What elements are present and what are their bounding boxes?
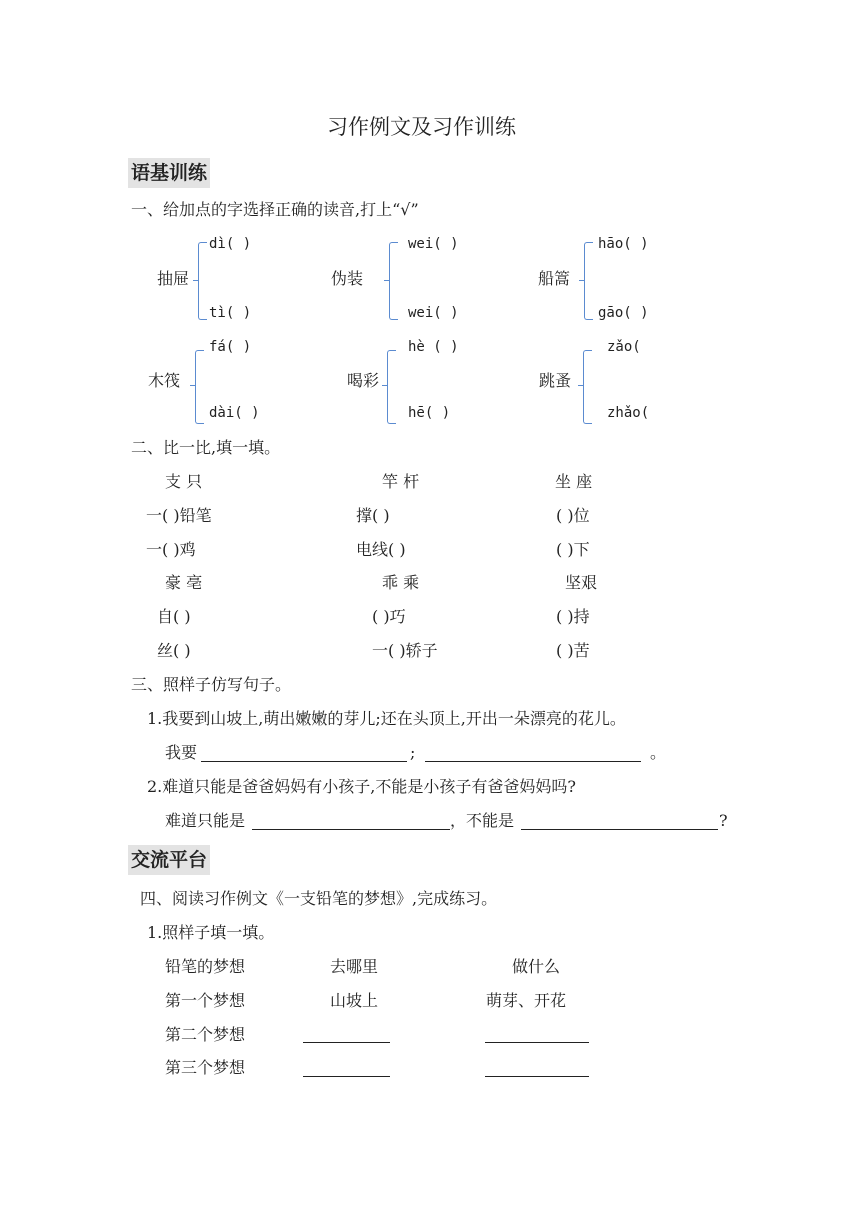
- example-sentence-2: 2.难道只能是爸爸妈妈有小孩子,不能是小孩子有爸爸妈妈吗?: [147, 777, 576, 796]
- pinyin-option[interactable]: hē( ): [408, 405, 451, 421]
- fill-item[interactable]: 丝( ): [157, 641, 191, 660]
- fill-item[interactable]: ( )位: [556, 506, 590, 525]
- word-weizhuang: 伪装: [331, 269, 364, 288]
- answer-sep: ;: [410, 743, 416, 762]
- fill-item[interactable]: 自( ): [157, 607, 191, 626]
- char-pair: 乖 乘: [382, 573, 420, 592]
- answer-blank-1a[interactable]: [201, 761, 407, 762]
- table-header: 做什么: [512, 957, 561, 976]
- pinyin-option[interactable]: zhǎo(: [607, 405, 650, 421]
- fill-item[interactable]: ( )苦: [556, 641, 590, 660]
- table-cell: 山坡上: [330, 991, 379, 1010]
- answer-prefix-1: 我要: [165, 743, 198, 762]
- table-cell: 第一个梦想: [165, 991, 246, 1010]
- answer-end-2: ?: [719, 811, 728, 830]
- section-heading-basic: 语基训练: [128, 158, 210, 188]
- pinyin-option[interactable]: dì( ): [209, 236, 252, 252]
- q1-heading: 一、给加点的字选择正确的读音,打上“√”: [131, 200, 419, 219]
- pinyin-option[interactable]: zǎo(: [607, 339, 641, 355]
- word-mufa: 木筏: [148, 371, 181, 390]
- answer-blank-where-3[interactable]: [303, 1076, 390, 1077]
- fill-item[interactable]: 一( )鸡: [146, 540, 196, 559]
- brace-icon: [387, 350, 396, 424]
- fill-item[interactable]: 撑( ): [356, 506, 390, 525]
- pinyin-option[interactable]: hè ( ): [408, 339, 459, 355]
- table-cell: 第三个梦想: [165, 1058, 246, 1077]
- answer-blank-2a[interactable]: [252, 829, 450, 830]
- answer-end-1: 。: [650, 743, 667, 762]
- fill-item[interactable]: ( )持: [556, 607, 590, 626]
- table-header: 铅笔的梦想: [165, 957, 246, 976]
- word-chuangao: 船篙: [538, 269, 571, 288]
- word-hecai: 喝彩: [347, 371, 380, 390]
- answer-blank-1b[interactable]: [425, 761, 641, 762]
- char-pair: 坚艰: [565, 573, 598, 592]
- section-heading-exchange: 交流平台: [128, 845, 210, 875]
- fill-item[interactable]: ( )下: [556, 540, 590, 559]
- table-cell: 萌芽、开花: [486, 991, 567, 1010]
- fill-item[interactable]: ( )巧: [372, 607, 406, 626]
- char-pair: 豪 亳: [165, 573, 203, 592]
- example-sentence-1: 1.我要到山坡上,萌出嫩嫩的芽儿;还在头顶上,开出一朵漂亮的花儿。: [147, 709, 626, 728]
- table-cell: 第二个梦想: [165, 1025, 246, 1044]
- pinyin-option[interactable]: wei( ): [408, 305, 459, 321]
- page-title: 习作例文及习作训练: [327, 115, 516, 139]
- q3-heading: 三、照样子仿写句子。: [131, 675, 292, 694]
- fill-item[interactable]: 一( )铅笔: [146, 506, 212, 525]
- word-tiaozao: 跳蚤: [539, 371, 572, 390]
- char-pair: 坐 座: [555, 472, 593, 491]
- char-pair: 支 只: [165, 472, 203, 491]
- answer-prefix-2: 难道只能是: [165, 811, 246, 830]
- brace-icon: [195, 350, 204, 424]
- table-header: 去哪里: [330, 957, 379, 976]
- brace-icon: [583, 350, 592, 424]
- char-pair: 竿 杆: [382, 472, 420, 491]
- pinyin-option[interactable]: fá( ): [209, 339, 252, 355]
- pinyin-option[interactable]: wei( ): [408, 236, 459, 252]
- pinyin-option[interactable]: dài( ): [209, 405, 260, 421]
- fill-item[interactable]: 电线( ): [356, 540, 406, 559]
- answer-blank-where-2[interactable]: [303, 1042, 390, 1043]
- word-choutì: 抽屉: [157, 269, 190, 288]
- answer-blank-what-2[interactable]: [485, 1042, 589, 1043]
- q2-heading: 二、比一比,填一填。: [131, 438, 281, 457]
- pinyin-option[interactable]: gāo( ): [598, 305, 649, 321]
- brace-icon: [198, 242, 207, 320]
- answer-blank-2b[interactable]: [521, 829, 718, 830]
- answer-mid-2: ，不能是: [450, 811, 515, 830]
- q4-sub: 1.照样子填一填。: [147, 923, 275, 942]
- brace-icon: [389, 242, 398, 320]
- brace-icon: [584, 242, 593, 320]
- pinyin-option[interactable]: hāo( ): [598, 236, 649, 252]
- q4-heading: 四、阅读习作例文《一支铅笔的梦想》,完成练习。: [140, 889, 498, 908]
- fill-item[interactable]: 一( )轿子: [372, 641, 438, 660]
- pinyin-option[interactable]: tì( ): [209, 305, 252, 321]
- answer-blank-what-3[interactable]: [485, 1076, 589, 1077]
